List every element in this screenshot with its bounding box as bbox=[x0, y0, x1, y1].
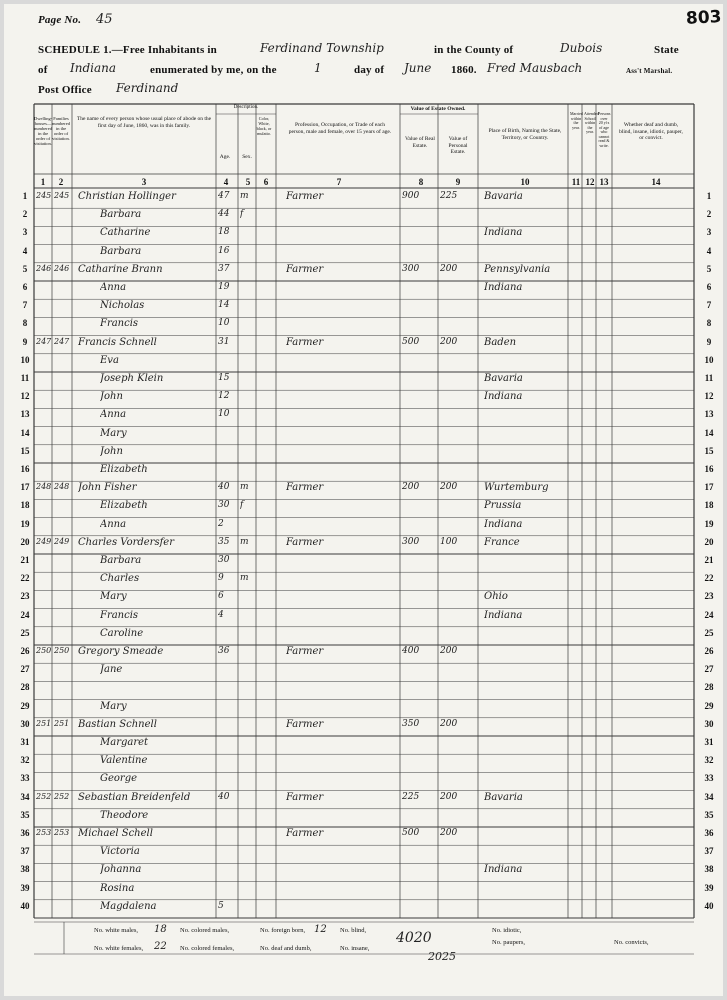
person-name: Anna bbox=[100, 409, 127, 421]
county: Dubois bbox=[560, 41, 603, 55]
footer-colored-females-label: No. colored females, bbox=[180, 945, 235, 952]
col-number-14: 14 bbox=[651, 177, 661, 187]
birth-place: Baden bbox=[484, 336, 517, 348]
state-label: State bbox=[654, 44, 679, 56]
footer-white-males-label: No. white males, bbox=[94, 927, 139, 934]
row-number-right: 19 bbox=[704, 518, 714, 529]
family-number: 249 bbox=[54, 536, 70, 546]
row-number-left: 26 bbox=[20, 646, 30, 656]
col-number-6: 6 bbox=[263, 177, 269, 187]
person-occupation: Farmer bbox=[286, 791, 324, 803]
page-stamp: 803 bbox=[685, 7, 722, 29]
row-number-left: 32 bbox=[20, 755, 30, 766]
person-age: 12 bbox=[218, 391, 230, 402]
person-sex: m bbox=[240, 482, 249, 493]
person-name: Gregory Smeade bbox=[78, 646, 164, 657]
footer-colored-males-label: No. colored males, bbox=[180, 927, 230, 934]
person-age: 10 bbox=[218, 409, 230, 420]
col-number-9: 9 bbox=[455, 177, 461, 187]
row-number-right: 26 bbox=[704, 646, 714, 656]
row-number-left: 21 bbox=[20, 555, 30, 565]
real-estate-value: 400 bbox=[402, 646, 420, 656]
row-number-right: 39 bbox=[704, 882, 714, 893]
col-number-7: 7 bbox=[336, 177, 342, 187]
row-number-right: 12 bbox=[704, 391, 714, 402]
person-age: 36 bbox=[218, 646, 230, 656]
person-name: Christian Hollinger bbox=[78, 191, 176, 202]
post-office-label: Post Office bbox=[38, 84, 92, 96]
row-number-right: 38 bbox=[704, 864, 714, 875]
real-estate-value: 300 bbox=[402, 536, 420, 547]
personal-estate-value: 200 bbox=[440, 646, 458, 656]
header-family: Families numbered in the order of visitation. bbox=[52, 116, 70, 141]
birth-place: Indiana bbox=[484, 609, 523, 621]
header-personal-estate: Value of Personal Estate. bbox=[448, 136, 468, 155]
row-number-right: 17 bbox=[704, 482, 714, 493]
row-number-left: 5 bbox=[22, 263, 28, 274]
person-age: 14 bbox=[218, 300, 230, 311]
real-estate-value: 500 bbox=[402, 336, 420, 347]
person-name: John bbox=[100, 445, 123, 457]
header-illiterate: Persons over 20 y'rs of age who cannot read & write. bbox=[598, 111, 611, 148]
header-sex: Sex. bbox=[242, 154, 252, 160]
row-number-right: 23 bbox=[704, 591, 714, 602]
col-number-11: 11 bbox=[571, 177, 581, 187]
person-name: Charles bbox=[100, 573, 140, 585]
row-number-left: 8 bbox=[22, 318, 28, 329]
row-number-right: 32 bbox=[704, 755, 714, 766]
schedule-title: SCHEDULE 1.—Free Inhabitants in bbox=[38, 44, 217, 56]
row-number-left: 22 bbox=[20, 573, 30, 584]
row-number-right: 1 bbox=[706, 191, 712, 201]
row-number-right: 2 bbox=[706, 209, 712, 220]
dwelling-number: 251 bbox=[36, 718, 52, 728]
row-number-left: 10 bbox=[20, 354, 30, 365]
row-number-left: 20 bbox=[20, 536, 30, 547]
birth-place: Prussia bbox=[484, 500, 522, 512]
col-number-12: 12 bbox=[585, 177, 595, 187]
asst-marshal-label: Ass't Marshal. bbox=[626, 67, 673, 75]
birth-place: France bbox=[484, 536, 520, 548]
person-name: Mary bbox=[100, 427, 127, 439]
header-dwelling: Dwelling-houses— numbered in the order of visitation. bbox=[34, 116, 53, 146]
row-number-right: 21 bbox=[704, 555, 714, 565]
birth-place: Wurtemburg bbox=[484, 482, 549, 494]
county-label: in the County of bbox=[434, 44, 514, 56]
personal-estate-value: 225 bbox=[440, 191, 458, 201]
birth-place: Bavaria bbox=[484, 791, 523, 803]
row-number-left: 38 bbox=[20, 864, 30, 875]
real-estate-value: 350 bbox=[402, 718, 420, 729]
row-number-right: 18 bbox=[704, 500, 714, 511]
person-name: Magdalena bbox=[100, 900, 157, 912]
person-name: Francis bbox=[100, 318, 139, 330]
birth-place: Pennsylvania bbox=[484, 263, 551, 275]
row-number-right: 40 bbox=[704, 900, 714, 911]
person-name: Sebastian Breidenfeld bbox=[78, 791, 191, 803]
person-name: Elizabeth bbox=[100, 464, 148, 475]
person-name: Joseph Klein bbox=[100, 373, 164, 384]
person-name: Caroline bbox=[100, 627, 144, 639]
dwelling-number: 253 bbox=[36, 828, 52, 837]
footer-total-personal: 2025 bbox=[428, 950, 456, 963]
page-no: 45 bbox=[96, 12, 113, 27]
personal-estate-value: 200 bbox=[440, 718, 458, 729]
dwelling-number: 246 bbox=[36, 263, 52, 273]
row-number-left: 31 bbox=[20, 737, 30, 747]
person-sex: f bbox=[240, 500, 244, 511]
row-number-right: 13 bbox=[704, 409, 714, 420]
row-number-left: 3 bbox=[22, 227, 28, 238]
row-number-left: 9 bbox=[22, 336, 28, 347]
person-name: Johanna bbox=[100, 864, 142, 876]
row-number-right: 6 bbox=[706, 282, 712, 292]
person-age: 6 bbox=[218, 591, 224, 602]
row-number-left: 40 bbox=[20, 900, 30, 911]
row-number-left: 28 bbox=[20, 682, 30, 693]
person-name: Francis Schnell bbox=[78, 336, 157, 348]
real-estate-value: 200 bbox=[402, 482, 420, 493]
page-no-label: Page No. bbox=[38, 14, 82, 26]
person-name: Catharine Brann bbox=[78, 263, 163, 275]
row-number-left: 24 bbox=[20, 609, 30, 620]
person-name: Barbara bbox=[100, 555, 142, 566]
person-name: Victoria bbox=[100, 846, 140, 858]
row-number-right: 14 bbox=[704, 427, 714, 438]
footer-foreign-born-label: No. foreign born, bbox=[260, 927, 306, 934]
col-number-4: 4 bbox=[223, 177, 229, 187]
day-of-label: day of bbox=[354, 64, 385, 76]
header-estate: Value of Estate Owned. bbox=[410, 106, 466, 112]
birth-place: Indiana bbox=[484, 391, 523, 403]
census-page bbox=[4, 4, 723, 996]
row-number-right: 11 bbox=[704, 373, 714, 383]
header-description: Description. bbox=[233, 105, 259, 110]
row-number-right: 33 bbox=[704, 773, 714, 784]
family-number: 246 bbox=[54, 263, 70, 273]
row-number-right: 27 bbox=[704, 664, 714, 675]
row-number-left: 37 bbox=[20, 846, 30, 857]
row-number-left: 7 bbox=[22, 300, 28, 311]
dwelling-number: 249 bbox=[36, 536, 52, 546]
person-sex: m bbox=[240, 191, 249, 201]
col-number-2: 2 bbox=[58, 177, 64, 187]
col-number-13: 13 bbox=[599, 177, 609, 187]
row-number-left: 15 bbox=[20, 445, 30, 456]
footer-white-females: 22 bbox=[154, 941, 167, 952]
birth-place: Bavaria bbox=[484, 373, 523, 384]
row-number-left: 35 bbox=[20, 809, 30, 820]
footer-white-males: 18 bbox=[154, 924, 167, 935]
row-number-left: 34 bbox=[20, 791, 30, 802]
person-occupation: Farmer bbox=[286, 191, 324, 202]
person-age: 35 bbox=[218, 536, 230, 547]
row-number-right: 9 bbox=[706, 336, 712, 347]
family-number: 250 bbox=[54, 646, 70, 655]
enum-year: 1860. bbox=[451, 64, 477, 76]
enum-month: June bbox=[404, 61, 432, 75]
post-office: Ferdinand bbox=[116, 81, 179, 95]
row-number-left: 4 bbox=[22, 245, 28, 256]
person-sex: m bbox=[240, 536, 249, 547]
header-color: Color, White, black, or mulatto. bbox=[256, 116, 272, 136]
person-occupation: Farmer bbox=[286, 828, 324, 839]
person-name: Elizabeth bbox=[100, 500, 148, 512]
dwelling-number: 252 bbox=[36, 791, 52, 801]
person-age: 30 bbox=[218, 555, 230, 565]
person-age: 47 bbox=[218, 191, 230, 201]
person-name: Francis bbox=[100, 609, 139, 621]
person-age: 31 bbox=[218, 336, 230, 347]
person-age: 15 bbox=[218, 373, 230, 383]
col-number-8: 8 bbox=[418, 177, 424, 187]
row-number-right: 30 bbox=[704, 718, 714, 729]
row-number-left: 29 bbox=[20, 700, 30, 711]
header-disability: Whether deaf and dumb, blind, insane, idiotic, pauper, or convict. bbox=[619, 122, 683, 141]
person-name: Eva bbox=[100, 354, 119, 366]
birth-place: Ohio bbox=[484, 591, 508, 603]
header-birthplace: Place of Birth, Naming the State, Territory, or Country. bbox=[488, 128, 562, 141]
person-age: 30 bbox=[218, 500, 230, 511]
dwelling-number: 250 bbox=[36, 646, 52, 655]
header-occupation: Profession, Occupation, or Trade of each person, male and female, over 15 years of age. bbox=[288, 122, 392, 135]
birth-place: Indiana bbox=[484, 864, 523, 876]
person-age: 2 bbox=[218, 518, 224, 529]
enum-day: 1 bbox=[314, 61, 322, 75]
footer-blind-label: No. blind, bbox=[340, 927, 367, 934]
person-age: 9 bbox=[218, 573, 224, 584]
row-number-right: 5 bbox=[706, 263, 712, 274]
real-estate-value: 300 bbox=[402, 263, 420, 274]
person-name: Jane bbox=[100, 664, 123, 676]
birth-place: Bavaria bbox=[484, 191, 523, 202]
person-age: 37 bbox=[218, 263, 230, 274]
person-occupation: Farmer bbox=[286, 482, 324, 494]
header-real-estate: Value of Real Estate. bbox=[405, 136, 435, 149]
row-number-right: 37 bbox=[704, 846, 714, 857]
row-number-left: 36 bbox=[20, 828, 30, 838]
row-number-right: 8 bbox=[706, 318, 712, 329]
person-age: 18 bbox=[218, 227, 230, 238]
family-number: 252 bbox=[54, 791, 70, 801]
person-name: Michael Schell bbox=[78, 828, 153, 839]
row-number-left: 25 bbox=[20, 627, 30, 638]
row-number-right: 3 bbox=[706, 227, 712, 238]
person-occupation: Farmer bbox=[286, 263, 324, 275]
family-number: 247 bbox=[54, 336, 70, 346]
header-name: The name of every person whose usual place of abode on the first day of June, 1860, was in this family. bbox=[76, 116, 212, 129]
person-name: John bbox=[100, 391, 123, 403]
header-married: Married within the year. bbox=[570, 111, 583, 130]
township: Ferdinand Township bbox=[260, 41, 384, 55]
person-age: 5 bbox=[218, 900, 224, 911]
enumerated-label: enumerated by me, on the bbox=[150, 64, 277, 76]
row-number-right: 25 bbox=[704, 627, 714, 638]
real-estate-value: 500 bbox=[402, 828, 420, 838]
row-number-left: 23 bbox=[20, 591, 30, 602]
person-name: Anna bbox=[100, 518, 127, 530]
row-number-right: 7 bbox=[706, 300, 712, 311]
row-number-left: 27 bbox=[20, 664, 30, 675]
footer-insane-label: No. insane, bbox=[340, 945, 370, 952]
person-name: George bbox=[100, 773, 138, 785]
person-age: 40 bbox=[218, 791, 230, 802]
birth-place: Indiana bbox=[484, 518, 523, 530]
person-name: Theodore bbox=[100, 809, 149, 821]
row-number-right: 16 bbox=[704, 464, 714, 474]
person-name: Valentine bbox=[100, 755, 148, 767]
row-number-right: 36 bbox=[704, 828, 714, 838]
person-age: 16 bbox=[218, 245, 230, 256]
person-age: 10 bbox=[218, 318, 230, 329]
person-name: Margaret bbox=[100, 737, 149, 748]
dwelling-number: 248 bbox=[36, 482, 52, 492]
person-name: Barbara bbox=[100, 245, 142, 257]
marshal-name: Fred Mausbach bbox=[487, 61, 583, 75]
row-number-right: 31 bbox=[704, 737, 714, 747]
footer-white-females-label: No. white females, bbox=[94, 945, 144, 952]
person-name: Mary bbox=[100, 700, 127, 712]
person-name: John Fisher bbox=[78, 482, 137, 494]
row-number-left: 39 bbox=[20, 882, 30, 893]
family-number: 245 bbox=[54, 191, 70, 200]
person-age: 19 bbox=[218, 282, 230, 292]
personal-estate-value: 200 bbox=[440, 482, 458, 493]
real-estate-value: 225 bbox=[402, 791, 420, 802]
footer-convicts-label: No. convicts, bbox=[614, 939, 649, 946]
dwelling-number: 247 bbox=[36, 336, 52, 346]
person-name: Bastian Schnell bbox=[78, 718, 157, 730]
footer-idiotic-label: No. idiotic, bbox=[492, 927, 522, 934]
row-number-left: 1 bbox=[22, 191, 28, 201]
header-age: Age. bbox=[219, 154, 231, 160]
person-name: Mary bbox=[100, 591, 127, 603]
footer-paupers-label: No. paupers, bbox=[492, 939, 526, 946]
person-age: 4 bbox=[218, 609, 224, 620]
personal-estate-value: 200 bbox=[440, 263, 458, 274]
family-number: 251 bbox=[54, 718, 70, 728]
person-sex: m bbox=[240, 573, 249, 584]
of-label: of bbox=[38, 64, 48, 76]
row-number-left: 6 bbox=[22, 282, 28, 292]
row-number-right: 35 bbox=[704, 809, 714, 820]
personal-estate-value: 200 bbox=[440, 791, 458, 802]
person-occupation: Farmer bbox=[286, 646, 324, 657]
birth-place: Indiana bbox=[484, 227, 523, 239]
col-number-5: 5 bbox=[245, 177, 251, 187]
row-number-left: 2 bbox=[22, 209, 28, 220]
row-number-right: 15 bbox=[704, 445, 714, 456]
person-name: Rosina bbox=[100, 882, 135, 894]
header-school: Attended School within the year. bbox=[584, 111, 599, 134]
row-number-left: 19 bbox=[20, 518, 30, 529]
person-occupation: Farmer bbox=[286, 718, 324, 730]
family-number: 253 bbox=[54, 828, 70, 837]
row-number-left: 13 bbox=[20, 409, 30, 420]
personal-estate-value: 100 bbox=[440, 536, 458, 547]
footer-total-real: 4020 bbox=[396, 930, 432, 946]
row-number-left: 14 bbox=[20, 427, 30, 438]
row-number-right: 4 bbox=[706, 245, 712, 256]
footer-foreign-born: 12 bbox=[314, 924, 327, 935]
col-number-3: 3 bbox=[141, 177, 147, 187]
row-number-right: 20 bbox=[704, 536, 714, 547]
person-age: 40 bbox=[218, 482, 230, 493]
row-number-right: 29 bbox=[704, 700, 714, 711]
row-number-left: 33 bbox=[20, 773, 30, 784]
personal-estate-value: 200 bbox=[440, 336, 458, 347]
person-occupation: Farmer bbox=[286, 536, 324, 548]
row-number-left: 11 bbox=[20, 373, 30, 383]
birth-place: Indiana bbox=[484, 282, 523, 293]
col-number-1: 1 bbox=[40, 177, 46, 187]
col-number-10: 10 bbox=[520, 177, 530, 187]
person-name: Nicholas bbox=[100, 300, 145, 312]
row-number-right: 24 bbox=[704, 609, 714, 620]
row-number-left: 17 bbox=[20, 482, 30, 493]
row-number-left: 30 bbox=[20, 718, 30, 729]
person-name: Barbara bbox=[100, 209, 142, 221]
personal-estate-value: 200 bbox=[440, 828, 458, 838]
row-number-right: 10 bbox=[704, 354, 714, 365]
person-sex: f bbox=[240, 209, 244, 220]
row-number-right: 22 bbox=[704, 573, 714, 584]
row-number-left: 12 bbox=[20, 391, 30, 402]
dwelling-number: 245 bbox=[36, 191, 52, 200]
real-estate-value: 900 bbox=[402, 191, 420, 201]
person-occupation: Farmer bbox=[286, 336, 324, 348]
footer-deaf-label: No. deaf and dumb, bbox=[260, 945, 312, 952]
family-number: 248 bbox=[54, 482, 70, 492]
person-age: 44 bbox=[218, 209, 230, 220]
state: Indiana bbox=[70, 61, 117, 75]
row-number-left: 18 bbox=[20, 500, 30, 511]
row-number-left: 16 bbox=[20, 464, 30, 474]
person-name: Anna bbox=[100, 282, 127, 293]
person-name: Charles Vordersfer bbox=[78, 536, 174, 548]
row-number-right: 28 bbox=[704, 682, 714, 693]
row-number-right: 34 bbox=[704, 791, 714, 802]
person-name: Catharine bbox=[100, 227, 151, 239]
